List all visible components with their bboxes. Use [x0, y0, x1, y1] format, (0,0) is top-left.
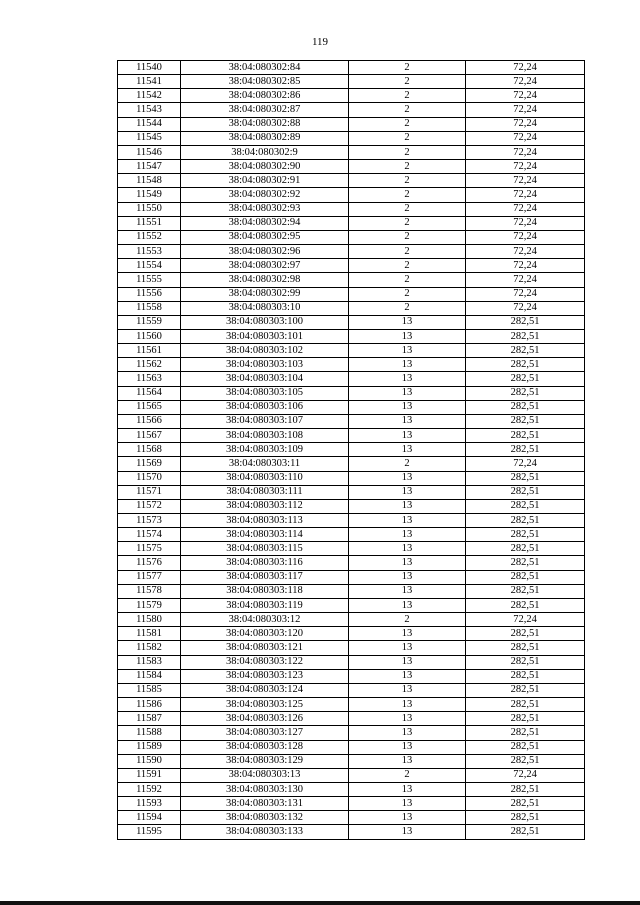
- table-row: [118, 570, 585, 584]
- table-row: [118, 471, 585, 485]
- cadastral-number-cell: 38:04:080303:120: [181, 627, 349, 641]
- table-row: [118, 245, 585, 259]
- quantity-cell: 13: [349, 811, 466, 825]
- cadastral-number-cell: 38:04:080303:126: [181, 712, 349, 726]
- value-cell: 72,24: [466, 160, 585, 174]
- quantity-cell: 2: [349, 103, 466, 117]
- value-cell: 282,51: [466, 740, 585, 754]
- table-row: [118, 131, 585, 145]
- cadastral-number-cell: 38:04:080302:90: [181, 160, 349, 174]
- table-row: [118, 768, 585, 782]
- cadastral-number-cell: 38:04:080303:127: [181, 726, 349, 740]
- value-cell: 282,51: [466, 556, 585, 570]
- table-row: [118, 457, 585, 471]
- row-number-cell: 11581: [118, 627, 181, 641]
- table-row: [118, 584, 585, 598]
- value-cell: 282,51: [466, 669, 585, 683]
- cadastral-number-cell: 38:04:080303:116: [181, 556, 349, 570]
- value-cell: 282,51: [466, 570, 585, 584]
- page-number: 119: [311, 36, 329, 48]
- cadastral-number-cell: 38:04:080303:119: [181, 598, 349, 612]
- row-number-cell: 11572: [118, 499, 181, 513]
- quantity-cell: 13: [349, 528, 466, 542]
- table-row: [118, 400, 585, 414]
- quantity-cell: 13: [349, 542, 466, 556]
- row-number-cell: 11586: [118, 698, 181, 712]
- scan-edge-bar: [0, 901, 640, 905]
- row-number-cell: 11549: [118, 188, 181, 202]
- cadastral-number-cell: 38:04:080302:86: [181, 89, 349, 103]
- row-number-cell: 11578: [118, 584, 181, 598]
- table-row: [118, 627, 585, 641]
- table-row: [118, 329, 585, 343]
- value-cell: 282,51: [466, 683, 585, 697]
- table-row: [118, 825, 585, 839]
- cadastral-number-cell: 38:04:080303:109: [181, 443, 349, 457]
- row-number-cell: 11559: [118, 315, 181, 329]
- table-row: [118, 556, 585, 570]
- quantity-cell: 2: [349, 259, 466, 273]
- cadastral-number-cell: 38:04:080302:89: [181, 131, 349, 145]
- table-row: [118, 117, 585, 131]
- table-row: [118, 230, 585, 244]
- table-row: [118, 499, 585, 513]
- cadastral-number-cell: 38:04:080303:105: [181, 386, 349, 400]
- row-number-cell: 11556: [118, 287, 181, 301]
- row-number-cell: 11574: [118, 528, 181, 542]
- quantity-cell: 2: [349, 188, 466, 202]
- quantity-cell: 2: [349, 75, 466, 89]
- cadastral-number-cell: 38:04:080302:95: [181, 230, 349, 244]
- quantity-cell: 13: [349, 669, 466, 683]
- cadastral-number-cell: 38:04:080303:108: [181, 429, 349, 443]
- row-number-cell: 11585: [118, 683, 181, 697]
- quantity-cell: 2: [349, 273, 466, 287]
- quantity-cell: 13: [349, 329, 466, 343]
- quantity-cell: 2: [349, 160, 466, 174]
- quantity-cell: 2: [349, 145, 466, 159]
- value-cell: 72,24: [466, 131, 585, 145]
- quantity-cell: 13: [349, 556, 466, 570]
- table-row: [118, 61, 585, 75]
- value-cell: 282,51: [466, 485, 585, 499]
- quantity-cell: 2: [349, 613, 466, 627]
- quantity-cell: 13: [349, 683, 466, 697]
- cadastral-number-cell: 38:04:080303:11: [181, 457, 349, 471]
- quantity-cell: 13: [349, 315, 466, 329]
- value-cell: 72,24: [466, 768, 585, 782]
- value-cell: 282,51: [466, 499, 585, 513]
- value-cell: 72,24: [466, 273, 585, 287]
- table-row: [118, 414, 585, 428]
- cadastral-number-cell: 38:04:080303:132: [181, 811, 349, 825]
- value-cell: 72,24: [466, 188, 585, 202]
- table-row: [118, 372, 585, 386]
- value-cell: 72,24: [466, 301, 585, 315]
- quantity-cell: 13: [349, 712, 466, 726]
- value-cell: 72,24: [466, 230, 585, 244]
- row-number-cell: 11545: [118, 131, 181, 145]
- row-number-cell: 11561: [118, 344, 181, 358]
- cadastral-number-cell: 38:04:080302:94: [181, 216, 349, 230]
- value-cell: 282,51: [466, 641, 585, 655]
- table-row: [118, 740, 585, 754]
- row-number-cell: 11595: [118, 825, 181, 839]
- row-number-cell: 11546: [118, 145, 181, 159]
- quantity-cell: 2: [349, 216, 466, 230]
- value-cell: 72,24: [466, 202, 585, 216]
- row-number-cell: 11589: [118, 740, 181, 754]
- row-number-cell: 11552: [118, 230, 181, 244]
- value-cell: 282,51: [466, 584, 585, 598]
- cadastral-number-cell: 38:04:080303:133: [181, 825, 349, 839]
- value-cell: 72,24: [466, 61, 585, 75]
- value-cell: 282,51: [466, 782, 585, 796]
- row-number-cell: 11548: [118, 174, 181, 188]
- cadastral-number-cell: 38:04:080303:113: [181, 514, 349, 528]
- cadastral-number-cell: 38:04:080303:107: [181, 414, 349, 428]
- quantity-cell: 2: [349, 301, 466, 315]
- table-row: [118, 782, 585, 796]
- cadastral-number-cell: 38:04:080303:122: [181, 655, 349, 669]
- table-row: [118, 386, 585, 400]
- quantity-cell: 2: [349, 202, 466, 216]
- row-number-cell: 11551: [118, 216, 181, 230]
- row-number-cell: 11567: [118, 429, 181, 443]
- quantity-cell: 13: [349, 429, 466, 443]
- value-cell: 282,51: [466, 726, 585, 740]
- quantity-cell: 13: [349, 514, 466, 528]
- value-cell: 72,24: [466, 75, 585, 89]
- row-number-cell: 11547: [118, 160, 181, 174]
- cadastral-number-cell: 38:04:080303:118: [181, 584, 349, 598]
- quantity-cell: 13: [349, 400, 466, 414]
- quantity-cell: 13: [349, 584, 466, 598]
- quantity-cell: 13: [349, 386, 466, 400]
- table-row: [118, 344, 585, 358]
- row-number-cell: 11573: [118, 514, 181, 528]
- row-number-cell: 11579: [118, 598, 181, 612]
- row-number-cell: 11592: [118, 782, 181, 796]
- cadastral-number-cell: 38:04:080302:91: [181, 174, 349, 188]
- table-row: [118, 358, 585, 372]
- value-cell: 72,24: [466, 174, 585, 188]
- row-number-cell: 11588: [118, 726, 181, 740]
- quantity-cell: 13: [349, 443, 466, 457]
- table-row: [118, 669, 585, 683]
- cadastral-number-cell: 38:04:080303:128: [181, 740, 349, 754]
- cadastral-number-cell: 38:04:080302:99: [181, 287, 349, 301]
- cadastral-number-cell: 38:04:080303:123: [181, 669, 349, 683]
- cadastral-number-cell: 38:04:080303:111: [181, 485, 349, 499]
- cadastral-number-cell: 38:04:080303:130: [181, 782, 349, 796]
- cadastral-number-cell: 38:04:080303:117: [181, 570, 349, 584]
- quantity-cell: 2: [349, 287, 466, 301]
- row-number-cell: 11570: [118, 471, 181, 485]
- cadastral-number-cell: 38:04:080302:9: [181, 145, 349, 159]
- cadastral-number-cell: 38:04:080303:103: [181, 358, 349, 372]
- cadastral-number-cell: 38:04:080302:88: [181, 117, 349, 131]
- table-row: [118, 273, 585, 287]
- row-number-cell: 11587: [118, 712, 181, 726]
- cadastral-number-cell: 38:04:080303:13: [181, 768, 349, 782]
- value-cell: 282,51: [466, 655, 585, 669]
- row-number-cell: 11594: [118, 811, 181, 825]
- quantity-cell: 13: [349, 641, 466, 655]
- value-cell: 282,51: [466, 358, 585, 372]
- table-row: [118, 202, 585, 216]
- quantity-cell: 13: [349, 499, 466, 513]
- value-cell: 282,51: [466, 329, 585, 343]
- value-cell: 72,24: [466, 613, 585, 627]
- value-cell: 282,51: [466, 811, 585, 825]
- row-number-cell: 11577: [118, 570, 181, 584]
- table-row: [118, 429, 585, 443]
- quantity-cell: 13: [349, 414, 466, 428]
- cadastral-number-cell: 38:04:080303:125: [181, 698, 349, 712]
- cadastral-number-cell: 38:04:080303:129: [181, 754, 349, 768]
- cadastral-number-cell: 38:04:080303:112: [181, 499, 349, 513]
- row-number-cell: 11564: [118, 386, 181, 400]
- table-row: [118, 160, 585, 174]
- cadastral-number-cell: 38:04:080302:92: [181, 188, 349, 202]
- row-number-cell: 11542: [118, 89, 181, 103]
- row-number-cell: 11576: [118, 556, 181, 570]
- row-number-cell: 11568: [118, 443, 181, 457]
- value-cell: 282,51: [466, 344, 585, 358]
- table-row: [118, 811, 585, 825]
- table-row: [118, 485, 585, 499]
- row-number-cell: 11590: [118, 754, 181, 768]
- value-cell: 282,51: [466, 542, 585, 556]
- value-cell: 282,51: [466, 754, 585, 768]
- row-number-cell: 11569: [118, 457, 181, 471]
- quantity-cell: 2: [349, 61, 466, 75]
- table-row: [118, 301, 585, 315]
- table-row: [118, 712, 585, 726]
- value-cell: 72,24: [466, 117, 585, 131]
- quantity-cell: 13: [349, 358, 466, 372]
- table-row: [118, 613, 585, 627]
- row-number-cell: 11591: [118, 768, 181, 782]
- value-cell: 282,51: [466, 386, 585, 400]
- cadastral-number-cell: 38:04:080302:84: [181, 61, 349, 75]
- quantity-cell: 2: [349, 131, 466, 145]
- cadastral-number-cell: 38:04:080303:131: [181, 797, 349, 811]
- cadastral-number-cell: 38:04:080303:106: [181, 400, 349, 414]
- table-row: [118, 754, 585, 768]
- row-number-cell: 11553: [118, 245, 181, 259]
- quantity-cell: 13: [349, 471, 466, 485]
- quantity-cell: 2: [349, 230, 466, 244]
- value-cell: 72,24: [466, 457, 585, 471]
- value-cell: 72,24: [466, 259, 585, 273]
- table-row: [118, 287, 585, 301]
- row-number-cell: 11555: [118, 273, 181, 287]
- value-cell: 282,51: [466, 514, 585, 528]
- cadastral-number-cell: 38:04:080302:87: [181, 103, 349, 117]
- quantity-cell: 2: [349, 117, 466, 131]
- value-cell: 282,51: [466, 400, 585, 414]
- quantity-cell: 2: [349, 768, 466, 782]
- table-row: [118, 145, 585, 159]
- row-number-cell: 11558: [118, 301, 181, 315]
- quantity-cell: 13: [349, 782, 466, 796]
- cadastral-number-cell: 38:04:080302:93: [181, 202, 349, 216]
- cadastral-number-cell: 38:04:080303:101: [181, 329, 349, 343]
- row-number-cell: 11544: [118, 117, 181, 131]
- cadastral-number-cell: 38:04:080303:114: [181, 528, 349, 542]
- table-row: [118, 683, 585, 697]
- value-cell: 72,24: [466, 89, 585, 103]
- table-row: [118, 641, 585, 655]
- row-number-cell: 11565: [118, 400, 181, 414]
- row-number-cell: 11571: [118, 485, 181, 499]
- value-cell: 282,51: [466, 627, 585, 641]
- row-number-cell: 11593: [118, 797, 181, 811]
- quantity-cell: 13: [349, 754, 466, 768]
- cadastral-number-cell: 38:04:080303:10: [181, 301, 349, 315]
- table-row: [118, 89, 585, 103]
- quantity-cell: 2: [349, 457, 466, 471]
- value-cell: 282,51: [466, 598, 585, 612]
- row-number-cell: 11543: [118, 103, 181, 117]
- row-number-cell: 11583: [118, 655, 181, 669]
- value-cell: 72,24: [466, 245, 585, 259]
- value-cell: 282,51: [466, 698, 585, 712]
- value-cell: 282,51: [466, 528, 585, 542]
- quantity-cell: 13: [349, 825, 466, 839]
- value-cell: 282,51: [466, 443, 585, 457]
- value-cell: 72,24: [466, 287, 585, 301]
- row-number-cell: 11575: [118, 542, 181, 556]
- cadastral-number-cell: 38:04:080303:124: [181, 683, 349, 697]
- row-number-cell: 11584: [118, 669, 181, 683]
- row-number-cell: 11580: [118, 613, 181, 627]
- cadastral-number-cell: 38:04:080303:102: [181, 344, 349, 358]
- quantity-cell: 13: [349, 598, 466, 612]
- quantity-cell: 13: [349, 740, 466, 754]
- row-number-cell: 11541: [118, 75, 181, 89]
- value-cell: 282,51: [466, 414, 585, 428]
- value-cell: 282,51: [466, 712, 585, 726]
- quantity-cell: 13: [349, 344, 466, 358]
- cadastral-number-cell: 38:04:080303:100: [181, 315, 349, 329]
- row-number-cell: 11582: [118, 641, 181, 655]
- table-row: [118, 698, 585, 712]
- row-number-cell: 11554: [118, 259, 181, 273]
- quantity-cell: 13: [349, 627, 466, 641]
- table-row: [118, 259, 585, 273]
- value-cell: 72,24: [466, 145, 585, 159]
- table-row: [118, 188, 585, 202]
- table-row: [118, 514, 585, 528]
- table-row: [118, 797, 585, 811]
- cadastral-number-cell: 38:04:080303:104: [181, 372, 349, 386]
- table-row: [118, 726, 585, 740]
- data-table: [117, 60, 585, 840]
- row-number-cell: 11566: [118, 414, 181, 428]
- quantity-cell: 13: [349, 655, 466, 669]
- table-row: [118, 216, 585, 230]
- quantity-cell: 2: [349, 245, 466, 259]
- table-row: [118, 174, 585, 188]
- cadastral-number-cell: 38:04:080303:110: [181, 471, 349, 485]
- value-cell: 282,51: [466, 471, 585, 485]
- table-row: [118, 443, 585, 457]
- table-row: [118, 528, 585, 542]
- table-row: [118, 542, 585, 556]
- table-row: [118, 103, 585, 117]
- quantity-cell: 13: [349, 797, 466, 811]
- value-cell: 282,51: [466, 797, 585, 811]
- quantity-cell: 2: [349, 89, 466, 103]
- cadastral-number-cell: 38:04:080303:121: [181, 641, 349, 655]
- cadastral-number-cell: 38:04:080302:85: [181, 75, 349, 89]
- value-cell: 72,24: [466, 103, 585, 117]
- row-number-cell: 11562: [118, 358, 181, 372]
- value-cell: 282,51: [466, 372, 585, 386]
- row-number-cell: 11540: [118, 61, 181, 75]
- quantity-cell: 13: [349, 485, 466, 499]
- row-number-cell: 11563: [118, 372, 181, 386]
- row-number-cell: 11560: [118, 329, 181, 343]
- table-body: [118, 61, 585, 840]
- table-row: [118, 655, 585, 669]
- value-cell: 282,51: [466, 315, 585, 329]
- quantity-cell: 13: [349, 698, 466, 712]
- quantity-cell: 13: [349, 570, 466, 584]
- quantity-cell: 2: [349, 174, 466, 188]
- value-cell: 282,51: [466, 825, 585, 839]
- quantity-cell: 13: [349, 372, 466, 386]
- cadastral-number-cell: 38:04:080302:98: [181, 273, 349, 287]
- row-number-cell: 11550: [118, 202, 181, 216]
- table-row: [118, 315, 585, 329]
- quantity-cell: 13: [349, 726, 466, 740]
- table-row: [118, 75, 585, 89]
- cadastral-number-cell: 38:04:080303:115: [181, 542, 349, 556]
- value-cell: 282,51: [466, 429, 585, 443]
- table-row: [118, 598, 585, 612]
- cadastral-number-cell: 38:04:080302:97: [181, 259, 349, 273]
- value-cell: 72,24: [466, 216, 585, 230]
- cadastral-number-cell: 38:04:080303:12: [181, 613, 349, 627]
- cadastral-number-cell: 38:04:080302:96: [181, 245, 349, 259]
